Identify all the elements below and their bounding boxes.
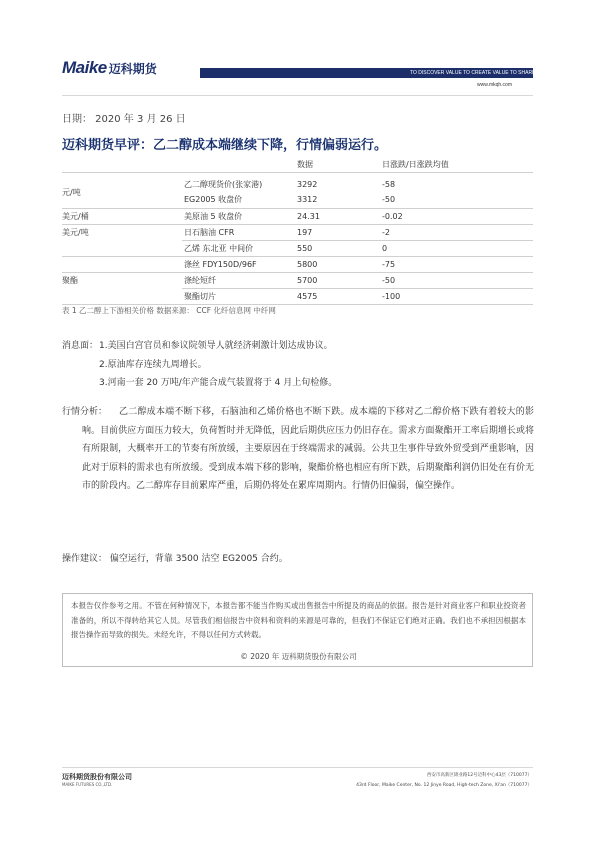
table-row: [62, 188, 533, 207]
table-cell-unit: 聚酯: [62, 276, 78, 285]
header-slogan: TO DISCOVER VALUE TO CREATE VALUE TO SHARE VALUE: [410, 70, 553, 76]
disclaimer-box: [62, 593, 533, 667]
news-list: [99, 337, 337, 393]
table-rule: [62, 172, 533, 173]
table-header-change: 日涨跌/日涨跌均值: [382, 160, 449, 169]
footer-company-name-en: MAIKE FUTURES CO.,LTD.: [62, 782, 113, 787]
table-cell-name: 日石脑油 CFR: [184, 228, 235, 237]
logo-cn-text: 迈科期货: [108, 62, 157, 76]
table-cell-change: -50: [382, 195, 396, 204]
page-title: 迈科期货早评：乙二醇成本端继续下降，行情偏弱运行。: [62, 138, 388, 153]
logo-brand-text: Maike: [62, 58, 107, 77]
table-cell-name: EG2005 收盘价: [184, 195, 243, 204]
table-cell-change: -75: [382, 260, 396, 269]
table-cell-change: -50: [382, 276, 396, 285]
news-label: 消息面：: [62, 341, 99, 351]
table-row: [62, 177, 533, 192]
table-cell-change: 0: [382, 244, 388, 253]
footer-divider: [62, 767, 533, 768]
table-cell-name: 美原油 5 收盘价: [184, 212, 243, 221]
trading-advice: 操作建议： 偏空运行，背靠 3500 沽空 EG2005 合约。: [62, 554, 288, 564]
table-cell-change: -100: [382, 292, 401, 301]
table-row: [62, 241, 533, 256]
company-logo: [62, 58, 182, 80]
news-item: 2.原油库存连续九周增长。: [99, 359, 207, 370]
footer-address: 西安市高新区锦业路12号迈科中心43层（710077）: [426, 773, 532, 778]
news-item: 1.美国白宫官员和参议院领导人就经济刺激计划达成协议。: [99, 341, 333, 351]
news-item: 3.河南一套 20 万吨/年产能合成气装置将于 4 月上旬检修。: [99, 378, 338, 388]
table-cell-name: 涤丝 FDY150D/96F: [184, 260, 257, 269]
table-row: [62, 289, 533, 304]
table-header-value: 数据: [297, 160, 313, 169]
table-cell-value: 5800: [297, 260, 318, 269]
table-cell-value: 24.31: [297, 212, 320, 221]
table-cell-change: -2: [382, 228, 390, 237]
analysis-label: 行情分析：: [62, 407, 108, 417]
footer-address-en: 43rd Floor, Maike Center, No. 12 Jinye Road, High-tech Zone, Xi'an（710077）: [356, 783, 532, 788]
table-cell-unit: 美元/吨: [62, 228, 89, 237]
table-caption: 表 1 乙二醇上下游相关价格 数据来源： CCF 化纤信息网 中纤网: [62, 306, 276, 315]
table-cell-unit: 元/吨: [62, 188, 81, 197]
table-cell-change: -0.02: [382, 212, 403, 221]
table-cell-value: 5700: [297, 276, 318, 285]
table-cell-unit: 美元/桶: [62, 212, 89, 221]
table-cell-value: 550: [297, 244, 313, 253]
analysis-text: 乙二醇成本端不断下移，石脑油和乙烯价格也不断下跌。成本端的下移对乙二醇价格下跌有着较大的影响。目前供应方面压力较大，负荷暂时并无降低，因此后期供应压力仍旧存在。需求方面聚酯开工率后期增长或将有所限制，大概率开工的节奏有所放缓，主要原因在于终端需求的减弱。公共卫生事件导致外贸受到严重影响，因此对于原料的需求也有所放缓。受到成本端下移的影响，聚酯价格也相应有所下跌，后期聚酯利润仍旧处在有价无市的阶段内。乙二醇库存目前累库严重，后期仍将处在累库周期内。行情仍旧偏弱，偏空操作。: [82, 407, 534, 491]
disclaimer-text: 本报告仅作参考之用。不管在何种情况下，本报告都不能当作购买或出售报告中所提及的商品的依据。报告是针对商业客户和职业投资者准备的，所以不得转给其它人员。尽管我们相信报告中资料和资料的来源是可靠的，但我们不保证它们绝对正确。我们也不承担因根据本报告操作而导致的损失。未经允许，不得以任何方式转载。: [71, 601, 526, 639]
table-row: [62, 273, 533, 288]
table-cell-value: 3312: [297, 195, 318, 204]
header-website: www.mkqh.com: [477, 82, 513, 88]
report-date: 日期： 2020 年 3 月 26 日: [62, 114, 186, 125]
table-row: [62, 257, 533, 272]
table-cell-value: 4575: [297, 292, 318, 301]
table-cell-name: 乙二醇现货价(张家港): [184, 180, 263, 189]
table-cell-name: 涤纶短纤: [184, 276, 216, 285]
table-row: [62, 209, 533, 224]
table-cell-name: 乙烯 东北亚 中间价: [184, 244, 254, 253]
footer-company-name: 迈科期货股份有限公司: [62, 773, 132, 781]
table-cell-value: 3292: [297, 180, 318, 189]
header-divider: [62, 95, 533, 96]
table-row: [62, 225, 533, 240]
table-cell-change: -58: [382, 180, 396, 189]
table-header-row: [62, 157, 533, 172]
copyright-text: © 2020 年 迈科期货股份有限公司: [240, 652, 357, 661]
table-cell-value: 197: [297, 228, 313, 237]
table-cell-name: 聚酯切片: [184, 292, 216, 301]
